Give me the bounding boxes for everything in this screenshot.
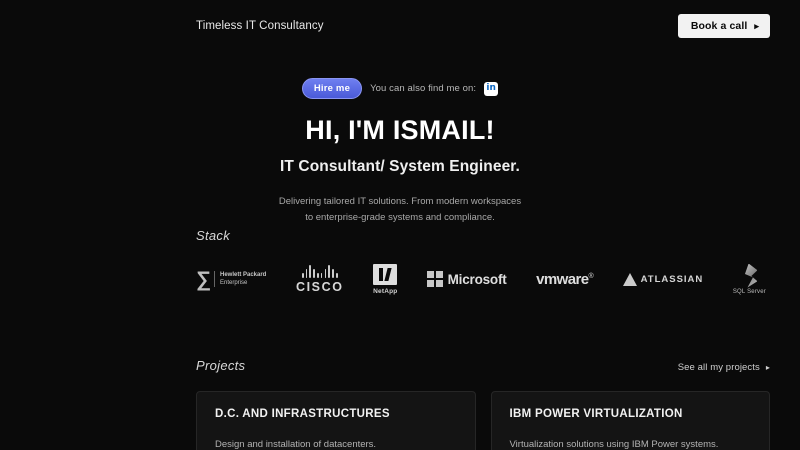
cisco-bars-icon bbox=[302, 265, 338, 278]
atlassian-wordmark: ATLASSIAN bbox=[640, 273, 704, 285]
project-card-title: IBM POWER VIRTUALIZATION bbox=[509, 408, 683, 420]
vmware-wordmark bbox=[536, 271, 593, 288]
vmware-text: vmware bbox=[536, 270, 589, 288]
vmware-registered-icon: ® bbox=[588, 272, 594, 280]
netapp-mark-icon bbox=[373, 264, 397, 285]
hpe-line1: Hewlett Packard bbox=[219, 271, 267, 278]
hero-subtitle: IT Consultant/ System Engineer. bbox=[280, 158, 520, 175]
projects-header bbox=[196, 358, 770, 373]
hpe-wordmark bbox=[214, 271, 266, 287]
netapp-wordmark: NetApp bbox=[373, 287, 398, 295]
sql-server-mark-icon bbox=[741, 264, 757, 288]
stack-logo-row bbox=[196, 259, 770, 299]
cisco-wordmark: CISCO bbox=[295, 279, 344, 294]
microsoft-logo bbox=[427, 271, 507, 287]
chevron-right-icon: ▸ bbox=[754, 20, 759, 31]
hire-me-badge[interactable]: Hire me bbox=[302, 78, 362, 99]
stack-section bbox=[196, 228, 770, 299]
site-header bbox=[0, 0, 800, 52]
vmware-logo bbox=[536, 271, 593, 288]
chevron-right-icon: ▸ bbox=[765, 363, 770, 372]
hero-description: Delivering tailored IT solutions. From modern workspaces to enterprise-grade systems and compliance. bbox=[278, 196, 522, 223]
stack-heading: Stack bbox=[196, 228, 231, 243]
project-card[interactable] bbox=[196, 391, 476, 450]
project-card-title: D.C. AND INFRASTRUCTURES bbox=[215, 408, 390, 420]
hpe-line2: Enterprise bbox=[219, 280, 248, 286]
sql-server-logo bbox=[733, 264, 766, 295]
projects-section bbox=[196, 358, 770, 450]
cisco-logo bbox=[296, 265, 344, 294]
see-all-projects-link[interactable] bbox=[678, 362, 770, 373]
hpe-logo bbox=[196, 269, 266, 290]
project-card-description: Design and installation of datacenters. bbox=[215, 439, 377, 450]
microsoft-wordmark: Microsoft bbox=[447, 271, 507, 287]
atlassian-logo bbox=[623, 273, 704, 286]
find-me-text: You can also find me on: bbox=[370, 83, 477, 94]
atlassian-mark-icon bbox=[623, 273, 637, 286]
project-card[interactable] bbox=[491, 391, 771, 450]
see-all-projects-label: See all my projects bbox=[677, 362, 760, 373]
microsoft-squares-icon bbox=[427, 271, 443, 287]
brand-title: Timeless IT Consultancy bbox=[196, 20, 324, 32]
hero-section bbox=[0, 78, 800, 225]
project-card-description: Virtualization solutions using IBM Power systems. bbox=[509, 439, 719, 450]
netapp-logo bbox=[373, 264, 397, 295]
sql-server-wordmark: SQL Server bbox=[732, 288, 766, 295]
book-a-call-button[interactable] bbox=[678, 14, 770, 38]
projects-heading: Projects bbox=[196, 358, 246, 373]
hero-pill-row bbox=[302, 78, 498, 99]
hpe-mark-icon: ∑ bbox=[196, 267, 209, 291]
hero-title: HI, I'M ISMAIL! bbox=[305, 115, 495, 145]
linkedin-icon[interactable]: in bbox=[484, 82, 498, 96]
projects-card-grid bbox=[196, 391, 770, 450]
book-a-call-label: Book a call bbox=[690, 20, 748, 32]
